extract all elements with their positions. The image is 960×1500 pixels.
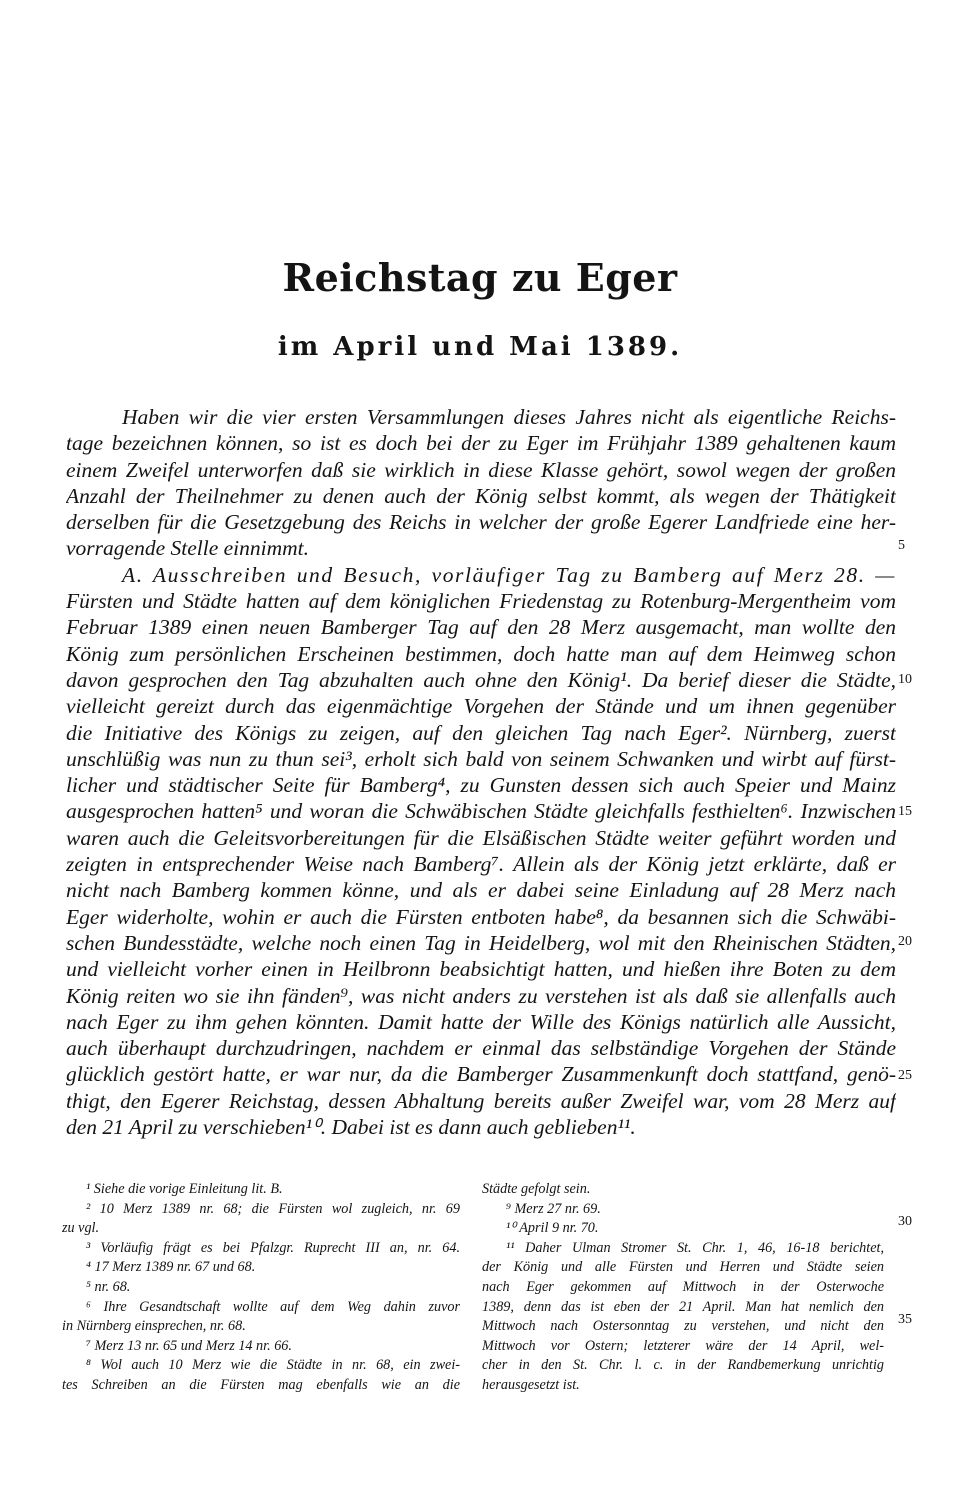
text-line: unschlüßig was nun zu thun sei³, erholt sich bald von seinem Schwanken und wirbt auf fürst- (66, 746, 896, 771)
footnote-line: tes Schreiben an die Fürsten mag ebenfalls wie an die (62, 1376, 460, 1393)
text-line: derselben für die Gesetzgebung des Reichs in welcher der große Egerer Landfriede eine her- (66, 510, 896, 535)
text-line: den 21 April zu verschieben¹⁰. Dabei ist es dann auch geblieben¹¹. (66, 1115, 636, 1140)
section-heading-line: A. Ausschreiben und Besuch, vorläufiger Tag zu Bamberg auf Merz 28. — (122, 562, 896, 587)
text-line: die Initiative des Königs zu zeigen, auf den gleichen Tag nach Eger². Nürnberg, zuerst (66, 720, 896, 745)
text-line: einem Zweifel unterworfen daß sie wirklich in diese Klasse gehört, sowol wegen der großen (66, 457, 896, 482)
text-line: vielleicht gereizt durch das eigenmächtige Vorgehen der Stände und um ihnen gegenüber (66, 694, 896, 719)
text-line: auch überhaupt durchzudringen, nachdem er einmal das selbständige Vorgehen der Stände (66, 1036, 896, 1061)
text-line: licher und städtischer Seite für Bamberg⁴, zu Gunsten dessen sich auch Speier und Mainz (66, 773, 896, 798)
footnote-line: zu vgl. (62, 1220, 100, 1237)
text-line: davon gesprochen den Tag abzuhalten auch ohne den König¹. Da berief dieser die Städte, (66, 667, 896, 692)
text-line: Fürsten und Städte hatten auf dem königlichen Friedenstag zu Rotenburg-Mergentheim vom (66, 589, 896, 614)
line-number: 30 (898, 1214, 912, 1229)
text-line: Haben wir die vier ersten Versammlungen dieses Jahres nicht als eigentliche Reichs- (122, 405, 896, 429)
text-line: Eger widerholte, wohin er auch die Fürsten entboten habe⁸, da besannen sich die Schwäbi- (66, 904, 896, 929)
text-line: zeigten in entsprechender Weise nach Bamberg⁷. Allein als der König jetzt erklärte, daß er (66, 852, 896, 877)
footnote-line: Mittwoch vor Ostern; letzterer wäre der 14 April, wel- (482, 1337, 884, 1354)
footnote-line: ⁶ Ihre Gesandtschaft wollte auf dem Weg dahin zuvor (86, 1298, 460, 1315)
footnote-line: nach Eger gekommen auf Mittwoch in der Osterwoche (482, 1278, 884, 1295)
footnote-line: der König und alle Fürsten und Herren und Städte seien (482, 1259, 884, 1276)
text-line: König reiten wo sie ihn fänden⁹, was nicht anders zu verstehen ist als daß sie allenfalls auch (66, 983, 896, 1008)
footnote-line: ¹ Siehe die vorige Einleitung lit. B. (86, 1181, 283, 1197)
footnote-line: cher in den St. Chr. l. c. in der Randbemerkung unrichtig (482, 1357, 884, 1374)
footnote-line: ⁹ Merz 27 nr. 69. (506, 1200, 601, 1217)
line-number: 10 (898, 672, 912, 687)
footnote-line: ¹¹ Daher Ulman Stromer St. Chr. 1, 46, 16-18 berichtet, (506, 1239, 884, 1256)
footnote-line: ⁷ Merz 13 nr. 65 und Merz 14 nr. 66. (86, 1337, 292, 1354)
line-number: 15 (898, 804, 912, 819)
footnotes-left-column (62, 1180, 460, 1396)
footnote-line: in Nürnberg einsprechen, nr. 68. (62, 1318, 246, 1335)
text-line: schen Bundesstädte, welche noch einen Tag in Heidelberg, wol mit den Rheinischen Städten, (66, 930, 896, 955)
footnote-line: ⁴ 17 Merz 1389 nr. 67 und 68. (86, 1259, 256, 1276)
line-number: 35 (898, 1312, 912, 1327)
page-title: Reichstag zu Eger (282, 255, 678, 300)
footnote-line: ² 10 Merz 1389 nr. 68; die Fürsten wol zugleich, nr. 69 (86, 1200, 460, 1217)
footnote-line: Mittwoch nach Ostersonntag zu verstehen, und nicht den (482, 1318, 884, 1335)
footnotes-right-column (482, 1180, 884, 1396)
footnote-line: 1389, denn das ist eben der 21 April. Man hat nemlich den (482, 1298, 884, 1315)
text-line: Februar 1389 einen neuen Bamberger Tag auf den 28 Merz ausgemacht, man wollte den (66, 615, 896, 640)
text-line: König zum persönlichen Erscheinen bestimmen, doch hatte man auf dem Heimweg schon (66, 641, 896, 666)
text-line: nach Eger zu ihm gehen könnten. Damit hatte der Wille des Königs natürlich alle Aussicht, (66, 1009, 896, 1034)
text-line: thigt, den Egerer Reichstag, dessen Abhaltung bereits außer Zweifel war, vom 28 Merz auf (66, 1088, 896, 1113)
text-line: glücklich gestört hatte, er war nur, da die Bamberger Zusammenkunft doch stattfand, genö- (66, 1062, 896, 1087)
main-text (66, 404, 896, 1140)
page-subtitle: im April und Mai 1389. (277, 332, 683, 362)
footnote-line: Städte gefolgt sein. (482, 1181, 591, 1197)
footnote-line: ⁵ nr. 68. (86, 1278, 131, 1295)
text-line: waren auch die Geleitsvorbereitungen für die Elsäßischen Städte weiter geführt worden und (66, 825, 896, 850)
line-number: 25 (898, 1068, 912, 1083)
footnote-line: herausgesetzt ist. (482, 1376, 580, 1393)
text-line: und vielleicht vorher einen in Heilbronn beabsichtigt hatten, und hießen ihre Boten zu dem (66, 957, 896, 982)
text-line: Anzahl der Theilnehmer zu denen auch der König selbst kommt, als wegen der Thätigkeit (66, 483, 896, 508)
text-line: tage bezeichnen können, so ist es doch bei der zu Eger im Frühjahr 1389 gehaltenen kaum (66, 431, 896, 456)
footnote-line: ⁸ Wol auch 10 Merz wie die Städte in nr. 68, ein zwei- (86, 1357, 460, 1374)
text-line: vorragende Stelle einnimmt. (66, 536, 310, 561)
footnote-line: ¹⁰ April 9 nr. 70. (506, 1220, 599, 1237)
line-number: 5 (898, 538, 905, 553)
text-line: nicht nach Bamberg kommen könne, und als er dabei seine Einladung auf 28 Merz nach (66, 878, 896, 903)
footnote-line: ³ Vorläufig frägt es bei Pfalzgr. Ruprecht III an, nr. 64. (86, 1239, 460, 1256)
line-number: 20 (898, 934, 912, 949)
text-line: ausgesprochen hatten⁵ und woran die Schwäbischen Städte gleichfalls festhielten⁶. Inzwischen (66, 799, 896, 824)
